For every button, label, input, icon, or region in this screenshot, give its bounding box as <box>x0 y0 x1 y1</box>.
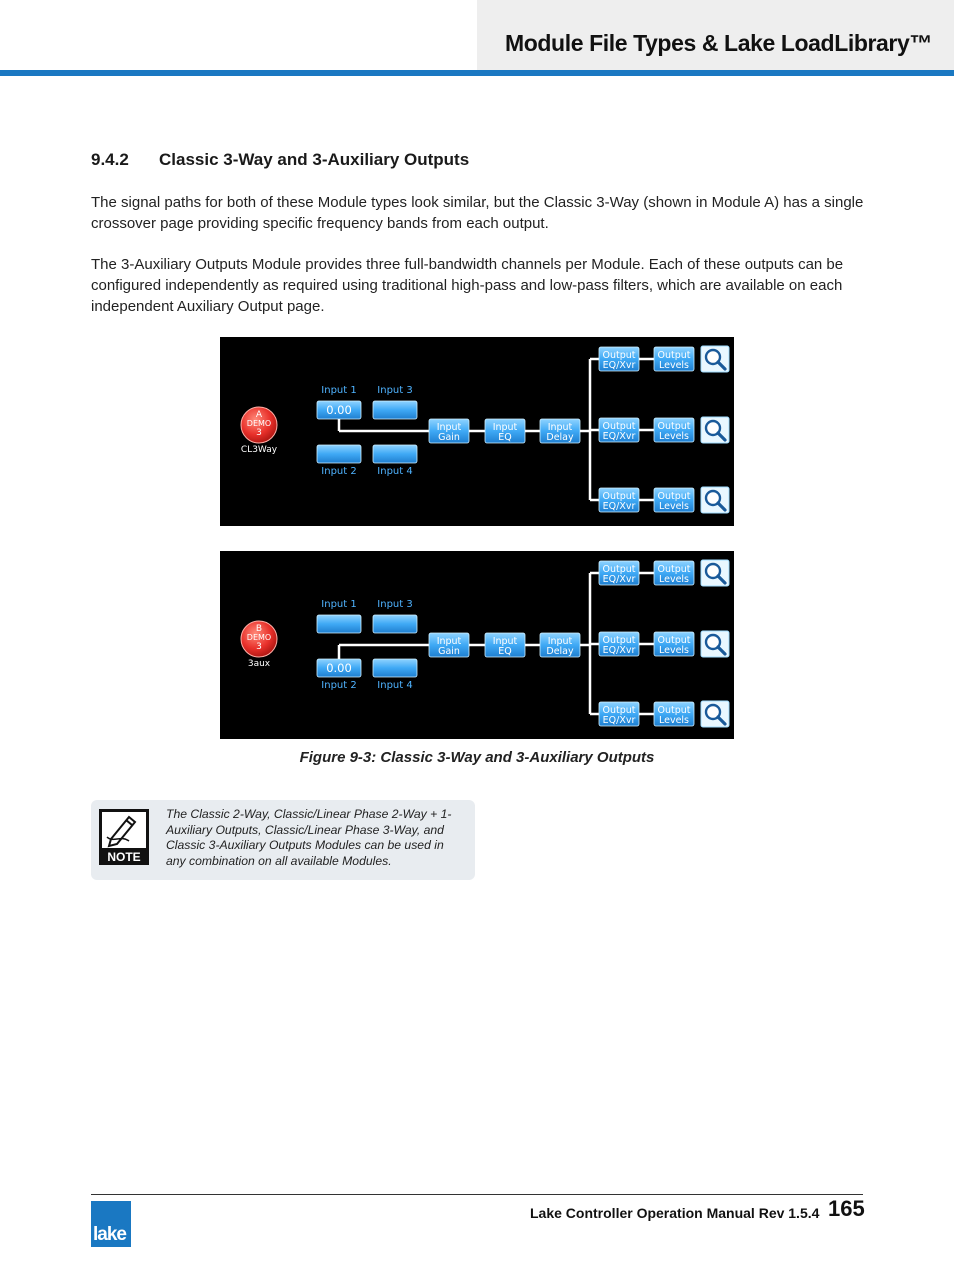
magnifier-icon-1[interactable] <box>701 560 729 586</box>
module-b-diagram <box>220 551 734 739</box>
input-label-3: Input 2 <box>321 466 357 477</box>
input-button-4[interactable] <box>373 659 417 677</box>
chain-eq-button-line2: EQ <box>498 432 512 443</box>
badge-text: A <box>255 410 263 420</box>
lake-logo <box>91 1201 131 1247</box>
chain-delay-button-line1: Input <box>547 422 573 433</box>
lake-logo-text: lake <box>93 1224 126 1245</box>
output-levels-button-1[interactable] <box>654 561 694 585</box>
chain-delay-button[interactable] <box>540 633 580 657</box>
chain-eq-button-line1: Input <box>492 422 518 433</box>
output-levels-button-2-line1: Output <box>657 635 691 646</box>
output-levels-button-3[interactable] <box>654 702 694 726</box>
chain-eq-button[interactable] <box>485 419 525 443</box>
section-title: Classic 3-Way and 3-Auxiliary Outputs <box>159 150 470 169</box>
chain-delay-button-line2: Delay <box>546 646 574 657</box>
input-button-1[interactable] <box>317 401 361 419</box>
chain-gain-button-line1: Input <box>436 422 462 433</box>
input-label-4: Input 4 <box>377 466 413 477</box>
input-label-4: Input 4 <box>377 680 413 691</box>
badge-text: DEMO <box>246 419 272 428</box>
chain-gain-button[interactable] <box>429 633 469 657</box>
output-levels-button-3-line1: Output <box>657 491 691 502</box>
chain-delay-button-line1: Input <box>547 636 573 647</box>
output-eq-xvr-button-3[interactable] <box>599 702 639 726</box>
output-eq-xvr-button-3-line2: EQ/Xvr <box>602 715 636 726</box>
output-eq-xvr-button-1-line1: Output <box>602 564 636 575</box>
output-eq-xvr-button-2[interactable] <box>599 418 639 442</box>
module-name: CL3Way <box>240 445 278 455</box>
input-label-2: Input 3 <box>377 385 413 396</box>
badge-text: DEMO <box>246 633 272 642</box>
output-eq-xvr-button-1-line2: EQ/Xvr <box>602 360 636 371</box>
output-levels-button-3-line2: Levels <box>658 715 690 726</box>
input-button-1[interactable] <box>317 615 361 633</box>
output-eq-xvr-button-2-line2: EQ/Xvr <box>602 645 636 656</box>
output-levels-button-1[interactable] <box>654 347 694 371</box>
note-text: The Classic 2-Way, Classic/Linear Phase 2-Way + 1-Auxiliary Outputs, Classic/Linear Phase 3-Way, and Classic 3-Auxiliary Outputs Modules can be used in any combination on all available Modules. <box>166 807 452 868</box>
input-label-1: Input 1 <box>321 385 357 396</box>
input-button-3[interactable] <box>317 445 361 463</box>
module-a-screenshot <box>220 337 734 526</box>
output-eq-xvr-button-2-line1: Output <box>602 635 636 646</box>
output-eq-xvr-button-2[interactable] <box>599 632 639 656</box>
output-levels-button-2-line2: Levels <box>658 645 690 656</box>
magnifier-icon-1[interactable] <box>701 346 729 372</box>
output-eq-xvr-button-3-line1: Output <box>602 705 636 716</box>
input-button-4[interactable] <box>373 445 417 463</box>
output-eq-xvr-button-3-line1: Output <box>602 491 636 502</box>
note-pencil-icon <box>99 809 149 865</box>
section-heading <box>91 150 469 170</box>
input-button-3[interactable] <box>317 659 361 677</box>
output-levels-button-2-line2: Levels <box>658 431 690 442</box>
page-header-title: Module File Types & Lake LoadLibrary™ <box>505 30 932 56</box>
output-eq-xvr-button-1[interactable] <box>599 561 639 585</box>
badge-text: 3 <box>256 642 262 652</box>
chain-eq-button-line1: Input <box>492 636 518 647</box>
output-levels-button-2[interactable] <box>654 632 694 656</box>
note-box <box>91 800 475 880</box>
output-levels-button-1-line2: Levels <box>658 574 690 585</box>
badge-text: 3 <box>256 428 262 438</box>
module-a-diagram <box>220 337 734 526</box>
paragraph-1: The signal paths for both of these Module types look similar, but the Classic 3-Way (shown in Module A) has a single crossover page providing specific frequency bands from each output. <box>91 194 864 232</box>
chain-delay-button-line2: Delay <box>546 432 574 443</box>
output-levels-button-1-line1: Output <box>657 350 691 361</box>
chain-eq-button-line2: EQ <box>498 646 512 657</box>
badge-text: B <box>255 624 263 634</box>
magnifier-icon-2[interactable] <box>701 631 729 657</box>
output-eq-xvr-button-3[interactable] <box>599 488 639 512</box>
magnifier-icon-2[interactable] <box>701 417 729 443</box>
chain-gain-button-line2: Gain <box>438 646 460 657</box>
footer-manual-title: Lake Controller Operation Manual Rev 1.5.4 <box>530 1205 820 1221</box>
output-levels-button-3-line1: Output <box>657 705 691 716</box>
input-label-2: Input 3 <box>377 599 413 610</box>
footer-rule <box>91 1194 863 1195</box>
magnifier-icon-3[interactable] <box>701 487 729 513</box>
output-levels-button-3[interactable] <box>654 488 694 512</box>
chain-gain-button[interactable] <box>429 419 469 443</box>
chain-delay-button[interactable] <box>540 419 580 443</box>
output-eq-xvr-button-1-line2: EQ/Xvr <box>602 574 636 585</box>
module-badge[interactable] <box>241 621 277 657</box>
chain-eq-button[interactable] <box>485 633 525 657</box>
page-number: 165 <box>828 1196 865 1221</box>
note-icon-label: NOTE <box>107 850 141 864</box>
input-label-3: Input 2 <box>321 680 357 691</box>
output-levels-button-1-line1: Output <box>657 564 691 575</box>
section-number: 9.4.2 <box>91 150 129 169</box>
module-b-screenshot <box>220 551 734 739</box>
output-eq-xvr-button-3-line2: EQ/Xvr <box>602 501 636 512</box>
module-badge[interactable] <box>241 407 277 443</box>
chain-gain-button-line1: Input <box>436 636 462 647</box>
module-name: 3aux <box>247 659 271 669</box>
input-label-1: Input 1 <box>321 599 357 610</box>
output-levels-button-2-line1: Output <box>657 421 691 432</box>
output-levels-button-3-line2: Levels <box>658 501 690 512</box>
output-eq-xvr-button-2-line2: EQ/Xvr <box>602 431 636 442</box>
output-eq-xvr-button-2-line1: Output <box>602 421 636 432</box>
figure-caption: Figure 9-3: Classic 3-Way and 3-Auxiliary Outputs <box>299 749 655 766</box>
output-levels-button-1-line2: Levels <box>658 360 690 371</box>
output-eq-xvr-button-1[interactable] <box>599 347 639 371</box>
input-button-3-value: 0.00 <box>326 661 352 675</box>
paragraph-2: The 3-Auxiliary Outputs Module provides three full-bandwidth channels per Module. Each of these outputs can be configured independently as required using traditional high-pass and low-pass filters, which are available on each independent Auxiliary Output page. <box>91 256 844 315</box>
header-rule <box>0 70 954 76</box>
input-button-2[interactable] <box>373 401 417 419</box>
output-levels-button-2[interactable] <box>654 418 694 442</box>
input-button-2[interactable] <box>373 615 417 633</box>
chain-gain-button-line2: Gain <box>438 432 460 443</box>
output-eq-xvr-button-1-line1: Output <box>602 350 636 361</box>
magnifier-icon-3[interactable] <box>701 701 729 727</box>
input-button-1-value: 0.00 <box>326 403 352 417</box>
